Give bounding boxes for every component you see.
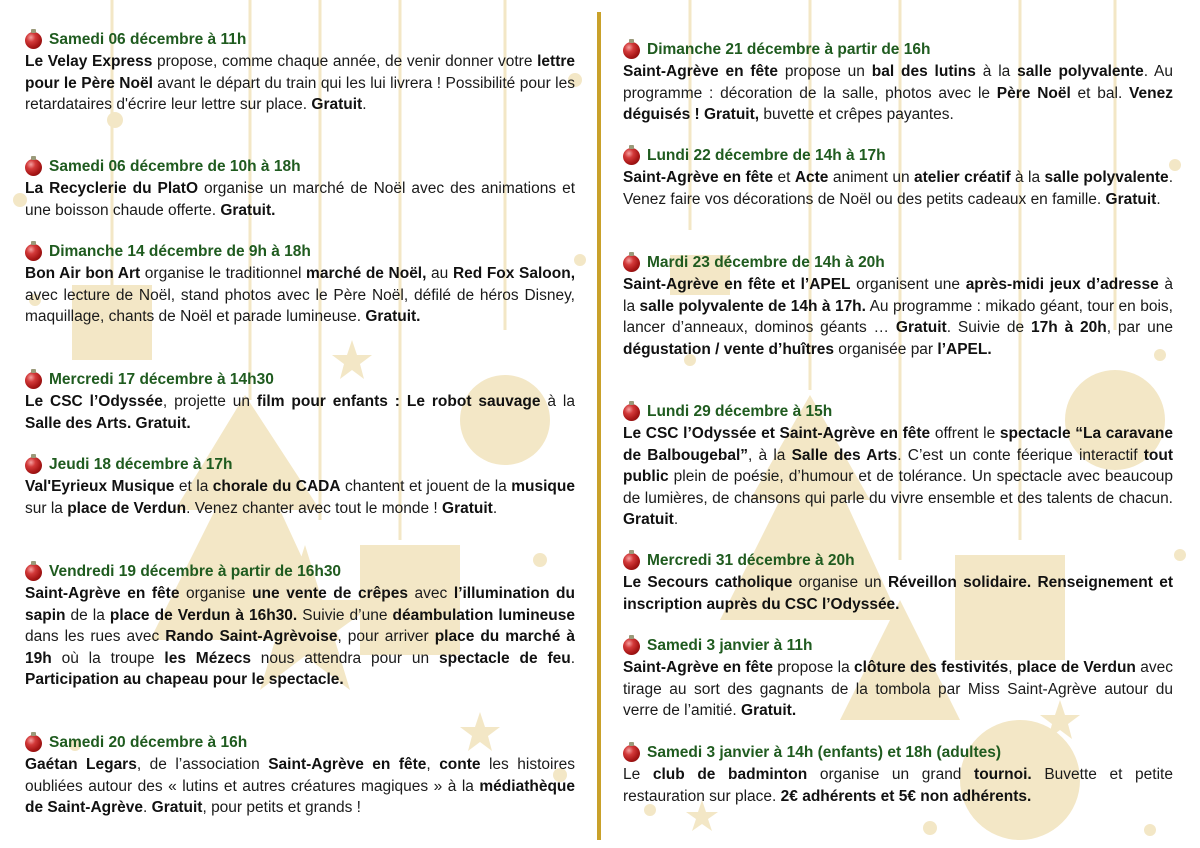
event-text-highlight: salle polyvalente de 14h à 17h.: [639, 297, 866, 315]
event-description: [623, 764, 1173, 807]
event-text-highlight: après-midi jeux d’adresse: [965, 276, 1159, 293]
event-text-highlight: place de Verdun: [67, 499, 187, 517]
event-text-highlight: Saint-Agrève en fête: [25, 585, 180, 602]
event-header: [25, 455, 575, 475]
christmas-bauble-icon: [25, 372, 42, 389]
christmas-bauble-icon: [25, 159, 42, 176]
event-text: organise le traditionnel: [140, 265, 307, 282]
event-text-highlight: tournoi.: [974, 766, 1032, 783]
event-date-title: Lundi 22 décembre de 14h à 17h: [647, 147, 886, 164]
event-text: à la: [623, 276, 1173, 315]
event-item: [623, 743, 1173, 807]
event-text-highlight: musique: [511, 478, 575, 495]
christmas-bauble-icon: [623, 255, 640, 272]
event-text-highlight: place de Verdun: [1016, 659, 1136, 676]
event-text: chantent et jouent de la: [340, 478, 512, 495]
event-text-highlight: les Mézecs: [164, 649, 251, 667]
event-header: [25, 30, 575, 50]
event-text: . Au programme : décoration de la salle, photos avec le: [623, 63, 1174, 102]
event-text-highlight: Gratuit: [1105, 190, 1157, 208]
event-text: , par une: [1106, 319, 1174, 337]
event-description: [623, 61, 1173, 126]
event-description: [623, 657, 1173, 722]
event-text-highlight: marché de Noël,: [306, 265, 427, 282]
event-text: propose un: [777, 63, 872, 80]
event-text: avec lecture de Noël, stand photos avec le Père Noël, défilé de héros Disney, maquillage, chants de Noël et parade lumineuse.: [25, 286, 575, 326]
event-item: [25, 30, 575, 116]
event-text-highlight: l’APEL.: [937, 340, 992, 358]
christmas-bauble-icon: [623, 553, 640, 570]
event-text: à la: [975, 63, 1018, 80]
event-text: .: [492, 499, 498, 517]
event-text: ,: [426, 756, 440, 773]
event-text-highlight: conte: [439, 756, 481, 773]
event-header: [623, 253, 1173, 273]
event-item: [25, 242, 575, 328]
event-text: organise un marché de Noël avec des animations et une boisson chaude offerte.: [25, 180, 575, 219]
christmas-bauble-icon: [623, 404, 640, 421]
event-date-title: Lundi 29 décembre à 15h: [647, 403, 833, 420]
event-text-highlight: Père Noël: [996, 84, 1071, 102]
christmas-bauble-icon: [25, 735, 42, 752]
event-text: organise un grand: [807, 766, 975, 783]
event-text: , de l’association: [136, 756, 269, 773]
event-item: [623, 402, 1173, 531]
event-text-highlight: Gratuit.: [741, 702, 797, 720]
event-date-title: Vendredi 19 décembre à partir de 16h30: [49, 563, 342, 580]
event-item: [25, 370, 575, 434]
event-item: [25, 733, 575, 819]
event-description: [25, 178, 575, 221]
event-item: [623, 40, 1173, 126]
event-header: [623, 40, 1173, 60]
event-text-highlight: Le CSC l’Odyssée et Saint-Agrève en fête: [623, 425, 931, 442]
event-text-highlight: déambulation lumineuse: [392, 606, 575, 624]
event-text-highlight: une vente de crêpes: [252, 585, 408, 602]
event-text: . C’est un conte féerique interactif: [897, 446, 1144, 464]
event-text-highlight: tout public: [623, 446, 1173, 486]
event-text: , pour petits et grands !: [202, 799, 361, 817]
event-date-title: Mardi 23 décembre de 14h à 20h: [647, 254, 885, 271]
event-header: [25, 370, 575, 390]
event-date-title: Samedi 06 décembre à 11h: [49, 31, 247, 48]
event-text-highlight: lettre pour le Père Noël: [25, 53, 576, 92]
event-text-highlight: La Recyclerie du PlatO: [25, 180, 199, 197]
event-text-highlight: Saint-Agrève en fête: [268, 756, 427, 773]
event-text: avec tirage au sort des gagnants de la tombola par Miss Saint-Agrève autour du verre de l’amitié.: [623, 659, 1173, 720]
event-text-highlight: l’illumination du sapin: [25, 585, 575, 624]
event-text: au: [426, 265, 453, 282]
event-header: [623, 402, 1173, 422]
event-text-highlight: 2€ adhérents et 5€ non adhérents.: [780, 787, 1032, 805]
event-text: . Venez chanter avec tout le monde !: [186, 499, 443, 517]
event-text-highlight: film pour enfants : Le robot sauvage: [256, 393, 541, 410]
event-text: avant le départ du train qui les lui livrera ! Possibilité pour les retardataires d'écrire leur lettre sur place.: [25, 74, 576, 114]
event-text-highlight: Bon Air bon Art: [25, 265, 141, 282]
event-description: [25, 51, 575, 116]
event-header: [623, 636, 1173, 656]
event-text: et bal.: [1070, 84, 1130, 102]
event-text-highlight: Gratuit.: [365, 308, 421, 326]
event-text-highlight: Saint-Agrève en fête: [623, 63, 778, 80]
event-text-highlight: Salle des Arts. Gratuit.: [25, 414, 191, 432]
event-text: buvette et crêpes payantes.: [759, 106, 954, 124]
event-text: .: [673, 511, 679, 529]
event-text: de la: [65, 606, 110, 624]
event-text-highlight: Gratuit: [151, 799, 203, 817]
event-description: [623, 572, 1173, 615]
event-description: [25, 391, 575, 434]
event-text-highlight: Gratuit: [623, 511, 674, 529]
event-text: ,: [1008, 659, 1017, 676]
event-text-highlight: chorale du CADA: [212, 478, 341, 495]
event-text-highlight: Gratuit: [442, 499, 493, 517]
event-text-highlight: Saint-Agrève en fête: [623, 169, 774, 186]
event-text-highlight: Saint-Agrève en fête et l’APEL: [623, 276, 851, 293]
event-item: [623, 253, 1173, 360]
event-header: [623, 743, 1173, 763]
event-text: organisent une: [850, 276, 966, 293]
event-text: , pour arriver: [337, 628, 435, 646]
event-text-highlight: clôture des festivités: [854, 659, 1009, 676]
event-text-highlight: salle polyvalente: [1044, 169, 1169, 186]
event-text: . Venez faire vos décorations de Noël ou des petits cadeaux en famille.: [623, 169, 1173, 208]
event-text: Le: [623, 766, 653, 783]
event-header: [25, 733, 575, 753]
event-text: organise un: [792, 574, 888, 591]
event-date-title: Mercredi 17 décembre à 14h30: [49, 371, 274, 388]
event-text: , à la: [748, 446, 792, 464]
event-text: organisée par: [834, 340, 938, 358]
event-text-highlight: club de badminton: [652, 766, 808, 783]
event-text-highlight: Rando Saint-Agrèvoise: [165, 628, 338, 646]
event-text: où la troupe: [51, 649, 165, 667]
christmas-bauble-icon: [623, 148, 640, 165]
event-text: et la: [174, 478, 213, 495]
event-header: [623, 146, 1173, 166]
event-text-highlight: Gratuit: [895, 319, 947, 337]
christmas-bauble-icon: [25, 457, 42, 474]
event-text-highlight: Le Secours catholique: [623, 574, 793, 591]
christmas-bauble-icon: [25, 32, 42, 49]
event-description: [623, 423, 1173, 531]
event-date-title: Samedi 06 décembre de 10h à 18h: [49, 158, 301, 175]
christmas-bauble-icon: [623, 745, 640, 762]
event-text: les histoires oubliées autour des « lutins et autres créatures magiques » à la: [25, 756, 575, 795]
christmas-bauble-icon: [25, 244, 42, 261]
christmas-bauble-icon: [623, 42, 640, 59]
event-text: Suivie d’une: [297, 606, 393, 624]
event-description: [25, 476, 575, 519]
event-text-highlight: Le Velay Express: [25, 53, 153, 70]
event-description: [623, 167, 1173, 210]
event-date-title: Dimanche 21 décembre à partir de 16h: [647, 41, 931, 58]
event-item: [25, 562, 575, 691]
event-text: nous attendra pour un: [250, 649, 439, 667]
event-text-highlight: bal des lutins: [871, 63, 976, 80]
event-text-highlight: Gratuit.: [220, 201, 276, 219]
event-text-highlight: Gratuit: [311, 96, 363, 114]
event-text-highlight: spectacle de feu: [438, 649, 571, 667]
event-text: .: [570, 649, 576, 667]
event-text-highlight: salle polyvalente: [1017, 63, 1144, 80]
event-date-title: Samedi 3 janvier à 11h: [647, 637, 813, 654]
event-text: dans les rues avec: [25, 628, 166, 646]
event-item: [25, 157, 575, 221]
event-text: .: [1156, 190, 1161, 208]
event-text-highlight: atelier créatif: [914, 169, 1011, 186]
event-text: Buvette et petite restauration sur place.: [623, 766, 1173, 805]
event-item: [25, 455, 575, 519]
event-header: [25, 562, 575, 582]
event-text: propose, comme chaque année, de venir donner votre: [152, 53, 538, 70]
event-item: [623, 551, 1173, 615]
event-text-highlight: Réveillon solidaire. Renseignement et inscription auprès du CSC l’Odyssée.: [623, 574, 1173, 613]
event-text-highlight: dégustation / vente d’huîtres: [623, 340, 834, 358]
event-item: [623, 146, 1173, 210]
event-text-highlight: place de Verdun à 16h30.: [109, 606, 298, 624]
event-text: organise: [179, 585, 253, 602]
event-description: [25, 583, 575, 691]
event-text-highlight: place du marché à 19h: [25, 628, 575, 667]
event-text-highlight: Val'Eyrieux Musique: [25, 478, 175, 495]
event-header: [25, 242, 575, 262]
event-text-highlight: Gaétan Legars: [25, 756, 137, 773]
event-description: [623, 274, 1173, 360]
event-date-title: Samedi 3 janvier à 14h (enfants) et 18h (adultes): [647, 744, 1002, 761]
event-text: sur la: [25, 499, 68, 517]
event-text-highlight: Venez déguisés ! Gratuit,: [623, 84, 1173, 124]
event-text-highlight: spectacle “La caravane de Balbougebal”: [623, 425, 1173, 464]
event-date-title: Mercredi 31 décembre à 20h: [647, 552, 855, 569]
event-text-highlight: Salle des Arts: [791, 446, 898, 464]
event-text: à la: [540, 393, 575, 410]
event-header: [623, 551, 1173, 571]
event-description: [25, 754, 575, 819]
event-date-title: Dimanche 14 décembre de 9h à 18h: [49, 243, 311, 260]
event-text: .: [362, 96, 367, 114]
event-text: animent un: [828, 169, 915, 186]
column-divider: [597, 12, 601, 840]
event-text-highlight: médiathèque de Saint-Agrève: [25, 777, 575, 817]
event-text: avec: [407, 585, 454, 602]
christmas-bauble-icon: [25, 564, 42, 581]
event-text-highlight: Acte: [794, 169, 829, 186]
event-date-title: Samedi 20 décembre à 16h: [49, 734, 248, 751]
event-text-highlight: 17h à 20h: [1031, 319, 1107, 337]
event-text: offrent le: [930, 425, 1000, 442]
event-text: à la: [1010, 169, 1045, 186]
event-text: Au programme : mikado géant, tour en bois, lancer d’anneaux, dominos géants …: [623, 297, 1173, 337]
event-text-highlight: Participation au chapeau pour le spectacle.: [25, 671, 344, 689]
event-text: , projette un: [162, 393, 257, 410]
event-text: . Suivie de: [946, 319, 1032, 337]
event-text: propose la: [772, 659, 855, 676]
event-text: et: [773, 169, 795, 186]
event-text-highlight: Le CSC l’Odyssée: [25, 393, 163, 410]
event-item: [623, 636, 1173, 722]
event-date-title: Jeudi 18 décembre à 17h: [49, 456, 233, 473]
event-description: [25, 263, 575, 328]
event-header: [25, 157, 575, 177]
event-text-highlight: Red Fox Saloon,: [452, 265, 576, 282]
event-text: plein de poésie, d’humour et de tolérance. Un spectacle avec beaucoup de lumières, de chansons qui parle du vivre ensemble et des talents de chacun.: [623, 468, 1173, 507]
event-text-highlight: Saint-Agrève en fête: [623, 659, 773, 676]
event-text: .: [143, 799, 152, 817]
christmas-bauble-icon: [623, 638, 640, 655]
